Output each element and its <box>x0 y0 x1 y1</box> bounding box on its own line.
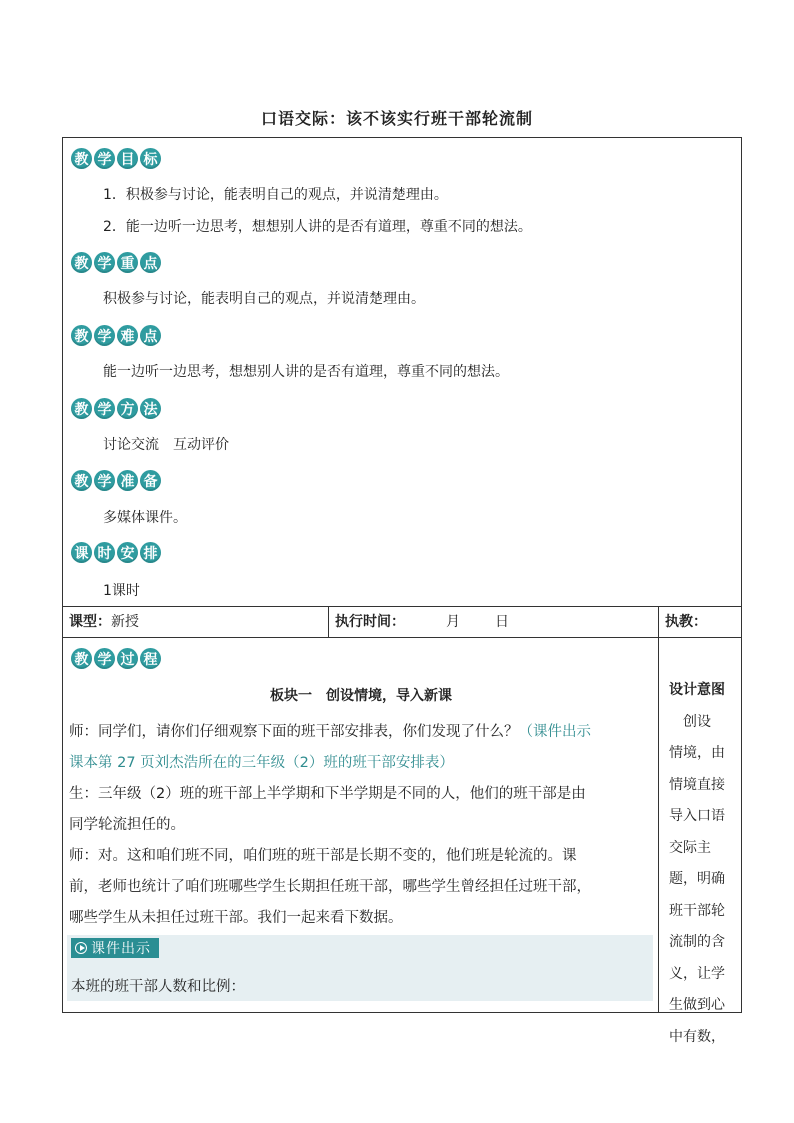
dialogue-line <box>69 748 655 779</box>
preparation-text: 多媒体课件。 <box>103 510 187 526</box>
section-badge-schedule <box>71 542 161 563</box>
divider <box>63 637 741 638</box>
dialogue-note: 课本第 27 页刘杰浩所在的三年级（2）班的班干部安排表） <box>69 755 454 771</box>
badge-char: 准 <box>117 470 138 491</box>
divider <box>658 606 659 1013</box>
badge-char: 点 <box>140 325 161 346</box>
difficulties-text: 能一边听一边思考，想想别人讲的是否有道理，尊重不同的想法。 <box>103 364 509 380</box>
badge-char: 学 <box>94 470 115 491</box>
dialogue-line: 前，老师也统计了咱们班哪些学生长期担任班干部，哪些学生曾经担任过班干部， <box>69 879 591 895</box>
badge-char: 教 <box>71 470 92 491</box>
section-badge-preparation <box>71 470 161 491</box>
section-badge-difficulties <box>71 325 161 346</box>
dialogue-line: 同学轮流担任的。 <box>69 817 185 833</box>
exec-time-label: 执行时间： <box>335 614 405 630</box>
badge-char: 时 <box>94 542 115 563</box>
document-title: 口语交际：该不该实行班干部轮流制 <box>260 109 533 128</box>
dialogue-body <box>69 717 655 934</box>
courseware-callout <box>67 935 653 1001</box>
badge-char: 备 <box>140 470 161 491</box>
dialogue-text: 师：同学们，请你们仔细观察下面的班干部安排表，你们发现了什么？ <box>69 724 519 740</box>
badge-char: 安 <box>117 542 138 563</box>
badge-char: 点 <box>140 252 161 273</box>
section-badge-process <box>71 648 161 669</box>
day-label: 日 <box>495 614 509 630</box>
design-intent-line: 情境直接 <box>669 776 725 793</box>
objective-line-2: 2．能一边听一边思考，想想别人讲的是否有道理，尊重不同的想法。 <box>103 219 532 235</box>
badge-char: 学 <box>94 325 115 346</box>
dialogue-line <box>69 717 655 748</box>
badge-char: 教 <box>71 648 92 669</box>
design-intent-line: 流制的含 <box>669 934 725 950</box>
badge-char: 教 <box>71 148 92 169</box>
courseware-tag <box>71 938 159 958</box>
design-intent-line: 中有数， <box>669 1028 725 1045</box>
dialogue-line: 生：三年级（2）班的班干部上半学期和下半学期是不同的人，他们的班干部是由 <box>69 786 586 802</box>
play-circle-icon <box>75 942 87 954</box>
dialogue-line: 哪些学生从未担任过班干部。我们一起来看下数据。 <box>69 910 403 926</box>
badge-char: 课 <box>71 542 92 563</box>
badge-char: 学 <box>94 398 115 419</box>
divider <box>63 606 741 607</box>
design-intent-line: 导入口语 <box>669 808 725 824</box>
section-badge-key-points <box>71 252 161 273</box>
badge-char: 教 <box>71 398 92 419</box>
badge-char: 标 <box>140 148 161 169</box>
design-intent <box>669 675 737 1053</box>
badge-char: 法 <box>140 398 161 419</box>
badge-char: 程 <box>140 648 161 669</box>
divider <box>328 606 329 637</box>
badge-char: 排 <box>140 542 161 563</box>
month-label: 月 <box>446 614 460 630</box>
design-intent-heading: 设计意图 <box>669 682 725 698</box>
badge-char: 过 <box>117 648 138 669</box>
badge-char: 学 <box>94 648 115 669</box>
lesson-plan-table <box>62 137 742 1045</box>
block-title: 板块一 创设情境，导入新课 <box>270 688 452 704</box>
methods-text: 讨论交流 互动评价 <box>103 437 229 453</box>
lesson-type-cell <box>69 612 139 632</box>
key-points-text: 积极参与讨论，能表明自己的观点，并说清楚理由。 <box>103 291 425 307</box>
teacher-label: 执教： <box>665 614 707 630</box>
badge-char: 难 <box>117 325 138 346</box>
design-intent-line: 班干部轮 <box>669 902 725 919</box>
design-intent-line: 交际主 <box>669 839 711 856</box>
dialogue-line: 师：对。这和咱们班不同，咱们班的班干部是长期不变的，他们班是轮流的。课 <box>69 848 577 864</box>
design-intent-line: 情境，由 <box>669 745 725 761</box>
courseware-text: 本班的班干部人数和比例： <box>71 979 245 995</box>
lesson-type-value: 新授 <box>111 614 139 630</box>
dialogue-note: （课件出示 <box>518 724 591 740</box>
section-badge-methods <box>71 398 161 419</box>
schedule-text: 1课时 <box>103 583 140 599</box>
badge-char: 方 <box>117 398 138 419</box>
lesson-type-label: 课型： <box>69 614 111 630</box>
courseware-tag-label: 课件出示 <box>91 941 151 957</box>
design-intent-line: 义，让学 <box>669 965 725 982</box>
section-badge-objectives <box>71 148 161 169</box>
badge-char: 目 <box>117 148 138 169</box>
badge-char: 学 <box>94 252 115 273</box>
design-intent-line: 创设 <box>669 713 711 730</box>
badge-char: 重 <box>117 252 138 273</box>
badge-char: 教 <box>71 252 92 273</box>
badge-char: 教 <box>71 325 92 346</box>
design-intent-line: 题，明确 <box>669 871 725 887</box>
badge-char: 学 <box>94 148 115 169</box>
objective-line-1: 1．积极参与讨论，能表明自己的观点，并说清楚理由。 <box>103 187 448 203</box>
design-intent-line: 生做到心 <box>669 997 725 1013</box>
